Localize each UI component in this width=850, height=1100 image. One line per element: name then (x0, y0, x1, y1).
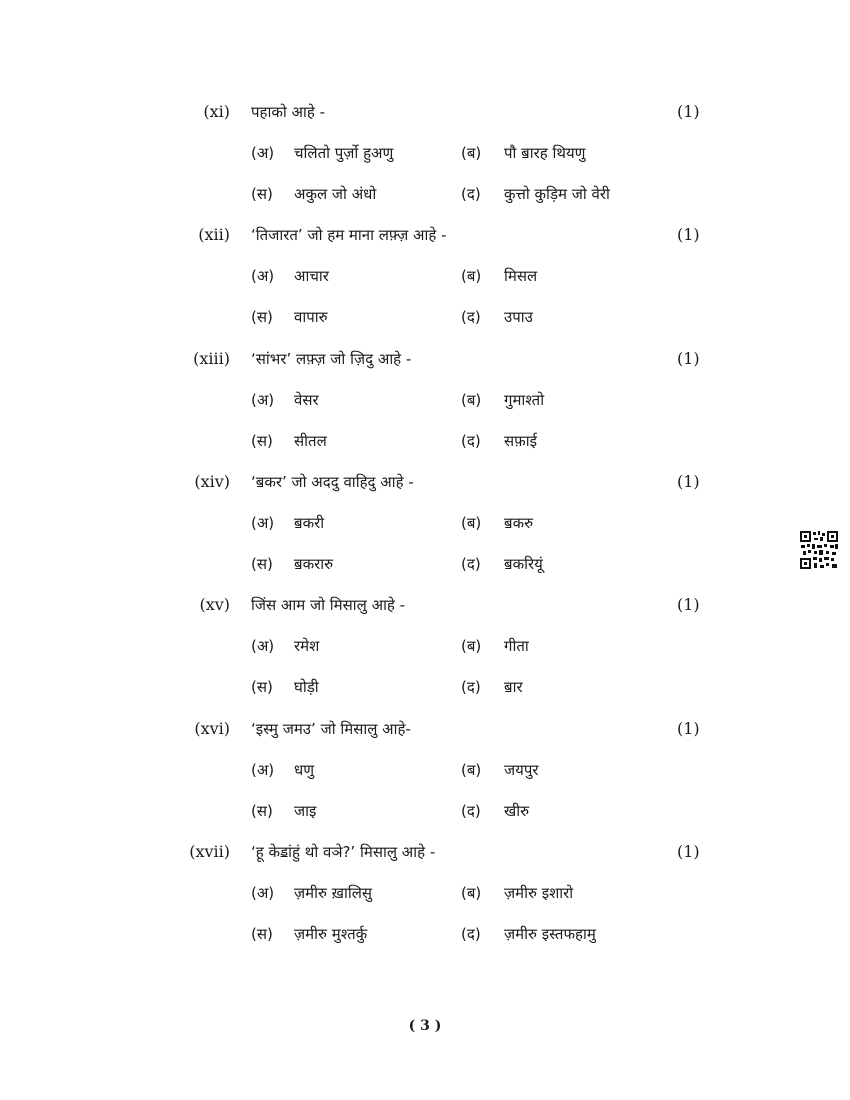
option-text: सीतल (294, 432, 327, 450)
option-label: (स) (251, 678, 273, 696)
option-text: घोड़ी (294, 678, 319, 696)
option-label: (स) (251, 308, 273, 326)
option-text: वेसर (294, 391, 319, 409)
option-text: ॿकरारु (294, 555, 334, 573)
option-text: ज़मीरु ख़ालिसु (294, 884, 373, 902)
option-text: ज़मीरु इशारो (504, 884, 574, 902)
option-label: (ब) (461, 761, 482, 779)
option-text: मिसल (504, 267, 538, 285)
question-text: ‘तिजारत’ जो हम माना लफ़्ज़ आहे - (251, 226, 447, 244)
option-label: (ब) (461, 637, 482, 655)
question-number: (xiii) (193, 349, 230, 368)
option-label: (अ) (251, 761, 275, 779)
option-text: वापारु (294, 308, 328, 326)
option-label: (द) (461, 802, 481, 820)
question-marks: (1) (677, 595, 700, 614)
option-text: ज़मीरु मुश्तर्कु (294, 925, 368, 943)
question-text: पहाको आहे - (251, 103, 326, 121)
option-label: (अ) (251, 884, 275, 902)
question-number: (xvi) (194, 719, 230, 738)
option-label: (ब) (461, 267, 482, 285)
page-number: ( 3 ) (408, 1018, 442, 1034)
question (0, 223, 850, 247)
question-marks: (1) (677, 842, 700, 861)
option-text: गुमाश्तो (504, 391, 545, 409)
option-label: (स) (251, 185, 273, 203)
question (0, 593, 850, 617)
question-marks: (1) (677, 349, 700, 368)
question (0, 717, 850, 741)
question (0, 470, 850, 494)
option-text: सफ़ाई (504, 432, 537, 450)
option-label: (ब) (461, 884, 482, 902)
option-text: रमेश (294, 637, 320, 655)
option-label: (अ) (251, 267, 275, 285)
question-text: ‘हू केॾांहुं थो वञे?’ मिसालु आहे - (251, 843, 436, 861)
option-text: ॿकरु (504, 514, 534, 532)
question-number: (xvii) (189, 842, 230, 861)
option-label: (अ) (251, 637, 275, 655)
option-label: (द) (461, 925, 481, 943)
question-text: ‘इस्मु जमउ’ जो मिसालु आहे- (251, 720, 411, 738)
option-label: (स) (251, 432, 273, 450)
option-text: गीता (504, 637, 529, 655)
question-number: (xii) (198, 225, 230, 244)
question-marks: (1) (677, 225, 700, 244)
option-label: (द) (461, 555, 481, 573)
qr-code-icon (799, 530, 839, 570)
option-text: कुत्तो कुड़िम जो वेरी (504, 185, 610, 203)
option-text: उपाउ (504, 308, 533, 326)
option-label: (अ) (251, 391, 275, 409)
option-text: जयपुर (504, 761, 539, 779)
option-label: (द) (461, 185, 481, 203)
question-text: जिंस आम जो मिसालु आहे - (251, 596, 406, 614)
option-text: जाइ (294, 802, 317, 820)
question (0, 100, 850, 124)
option-text: ॿार (504, 678, 523, 696)
option-label: (स) (251, 555, 273, 573)
question (0, 840, 850, 864)
option-text: ज़मीरु इस्तफहामु (504, 925, 596, 943)
option-label: (ब) (461, 391, 482, 409)
option-label: (स) (251, 802, 273, 820)
question-text: ‘सांभर’ लफ़्ज़ जो ज़िदु आहे - (251, 350, 412, 368)
question-number: (xi) (203, 102, 230, 121)
option-text: खीरु (504, 802, 530, 820)
question-text: ‘ॿकर’ जो अददु वाहिदु आहे - (251, 473, 414, 491)
option-text: ॿकरियूं (504, 555, 543, 573)
option-text: चलितो पुर्ज़ो हुअणु (294, 144, 394, 162)
question-number: (xv) (199, 595, 230, 614)
option-label: (ब) (461, 514, 482, 532)
option-text: आचार (294, 267, 329, 285)
option-text: पौ ॿारह थियणु (504, 144, 586, 162)
question (0, 347, 850, 371)
option-label: (अ) (251, 144, 275, 162)
question-marks: (1) (677, 102, 700, 121)
option-text: ॿकरी (294, 514, 325, 532)
option-text: धणु (294, 761, 315, 779)
question-number: (xiv) (194, 472, 230, 491)
option-label: (ब) (461, 144, 482, 162)
question-marks: (1) (677, 719, 700, 738)
option-label: (अ) (251, 514, 275, 532)
option-label: (द) (461, 308, 481, 326)
option-label: (द) (461, 432, 481, 450)
option-text: अकुल जो अंधो (294, 185, 377, 203)
question-marks: (1) (677, 472, 700, 491)
option-label: (स) (251, 925, 273, 943)
option-label: (द) (461, 678, 481, 696)
